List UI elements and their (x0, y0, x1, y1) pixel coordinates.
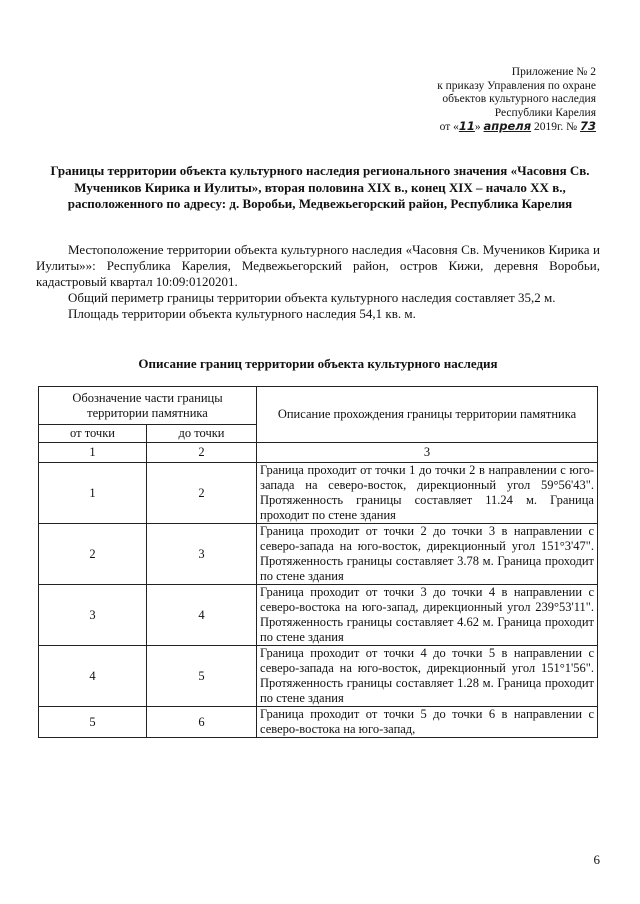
body-text (36, 242, 600, 322)
section-subtitle: Описание границ территории объекта культурного наследия (138, 356, 498, 371)
from-point-cell: 2 (39, 524, 147, 585)
from-point-cell: 3 (39, 585, 147, 646)
document-title: Границы территории объекта культурного наследия регионального значения «Часовня Св. Мучеников Кирика и Иулиты», вторая половина XIX в., конец XIX – начало XX в., расположенного по адресу: д. Воробьи, Медвежьегорский район, Республика Карелия (50, 163, 590, 211)
description-cell: Граница проходит от точки 4 до точки 5 в направлении с северо-запада на юго-восток, дирекционный угол 151°1'56". Протяженность границы составляет 1.28 м. Граница проходит по стене здания (257, 646, 598, 707)
header-description: Описание прохождения границы территории памятника (257, 387, 598, 443)
to-point-cell: 5 (147, 646, 257, 707)
to-point-cell: 6 (147, 707, 257, 738)
to-point-cell: 3 (147, 524, 257, 585)
from-point-cell: 1 (39, 463, 147, 524)
location-paragraph: Местоположение территории объекта культурного наследия «Часовня Св. Мучеников Кирика и Иулиты»»: Республика Карелия, Медвежьегорский район, остров Кижи, деревня Воробьи, кадастровый квартал 10:09:0120201. (36, 242, 600, 289)
description-cell: Граница проходит от точки 5 до точки 6 в направлении с северо-востока на юго-запад, (257, 707, 598, 738)
description-cell: Граница проходит от точки 2 до точки 3 в направлении с северо-запада на юго-восток, дирекционный угол 151°3'47". Протяженность границы составляет 3.78 м. Граница проходит по стене здания (257, 524, 598, 585)
header-to-point: до точки (147, 425, 257, 443)
boundary-table (38, 386, 598, 738)
table-row (39, 707, 598, 738)
table-numbering-row (39, 443, 598, 463)
date-month: апреля (483, 119, 532, 133)
appendix-block (437, 66, 596, 135)
description-cell: Граница проходит от точки 3 до точки 4 в направлении с северо-востока на юго-запад, дирекционный угол 239°53'11". Протяженность границы составляет 4.62 м. Граница проходит по стене здания (257, 585, 598, 646)
table-header-row (39, 387, 598, 425)
perimeter-paragraph: Общий периметр границы территории объекта культурного наследия составляет 35,2 м. (68, 290, 556, 305)
date-day: 11 (458, 119, 475, 133)
table-row (39, 463, 598, 524)
area-paragraph: Площадь территории объекта культурного наследия 54,1 кв. м. (68, 306, 416, 321)
description-cell: Граница проходит от точки 1 до точки 2 в направлении с юго-запада на северо-восток, дирекционный угол 59°56'43". Протяженность границы составляет 11.24 м. Граница проходит по стене здания (257, 463, 598, 524)
from-point-cell: 4 (39, 646, 147, 707)
page-number: 6 (593, 852, 600, 867)
date-prefix: от « (439, 121, 459, 133)
appendix-line-1: Приложение № 2 (511, 66, 596, 78)
to-point-cell: 4 (147, 585, 257, 646)
to-point-cell: 2 (147, 463, 257, 524)
column-number: 1 (39, 443, 147, 463)
table-row (39, 646, 598, 707)
header-from-point: от точки (39, 425, 147, 443)
date-suffix: 2019г. № (531, 121, 580, 133)
table-row (39, 585, 598, 646)
from-point-cell: 5 (39, 707, 147, 738)
date-mid: » (474, 121, 484, 133)
appendix-line-2: к приказу Управления по охране (437, 79, 596, 92)
order-number: 73 (579, 119, 596, 133)
appendix-line-3: объектов культурного наследия (442, 93, 596, 105)
column-number: 3 (257, 443, 598, 463)
appendix-line-4: Республики Карелия (494, 106, 596, 119)
order-date-line (437, 120, 596, 135)
table-row (39, 524, 598, 585)
header-part: Обозначение части границы территории памятника (39, 387, 257, 425)
column-number: 2 (147, 443, 257, 463)
